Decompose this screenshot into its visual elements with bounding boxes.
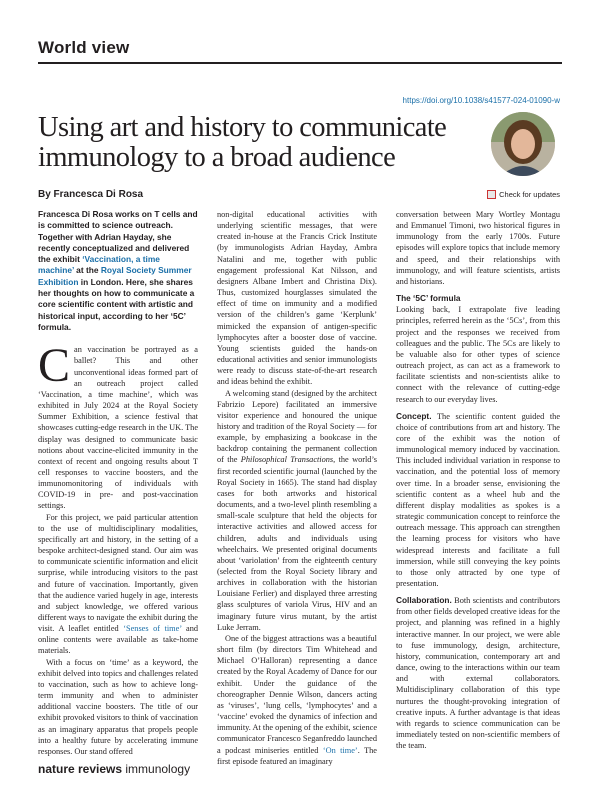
column-1 [38, 209, 198, 757]
paragraph: One of the biggest attractions was a beautiful short film (by directors Tim Whitehead and Michael O’Halloran) representing a dance created by the Royal Academy of Dance for our exhibit. Under the guidance of the choreographer Dennie Wilson, dancers acting as ‘viruses’, ‘lung cells, ‘lymphocytes’ and a ‘vaccine’ evoked the dynamics of infection and immunity. At the opening of the exhibit, science communicator Francesco Seganfreddo launched a podcast miniseries entitled ‘On time’. The first episode featured an imaginary [217, 633, 377, 766]
paragraph: Looking back, I extrapolate five leading principles, referred herein as the ‘5Cs’, from this project and the responses we received from colleagues and the public. The 5Cs are likely to be valuable also for other types of science outreach project, as can act as a framework to facilitate scientists and non-scientists alike to connect with the relevance of cutting-edge research to our everyday lives. [396, 305, 560, 404]
section-rule [38, 62, 562, 64]
drop-cap: C [38, 339, 71, 393]
paragraph: A welcoming stand (designed by the architect Fabrizio Lepore) facilitated an immersive visitor experience and honoured the unique history and tradition of the Royal Society — for example, by emphasizing a bookcase in the backdrop containing the permanent collection of the Philosophical Transactions, the world’s first recorded scientific journal (launched by the Royal Society in 1665). The stand had display cases for both artworks and historical documents, and a two-level plinth resembling a small-scale sculpture that held the objects for interactive activities and allowed access for children, adults and individuals using wheelchairs. We presented original documents about ‘variolation’ from the eighteenth century (selected from the Royal Society library and archives in collaboration with the historian Louisiane Ferlier) and displayed three arresting glass sculptures of variola Virus, HIV and an imaginary future virus mutant, by the artist Luke Jerram. [217, 388, 377, 632]
on-time-link[interactable]: ‘On time’ [322, 745, 358, 755]
doi-link[interactable]: https://doi.org/10.1038/s41577-024-01090-w [402, 96, 560, 105]
paragraph: Concept. The scientific content guided the choice of contributions from art and history. The core of the exhibit was the notion of immunological memory induced by vaccination. This included individual variation in response to vaccination, and the potential loss of memory over time. In a broader sense, envisioning the scientific content as a wheel hub and the different display modalities as spokes is a strategic communication concept to reinforce the outreach message. This approach can strengthen the learning process for visitors who have widespread interests and facilitate a full immersion, while still conveying the key points to those only attracted by one type of presentation. [396, 410, 560, 588]
paragraph: Can vaccination be portrayed as a ballet? This and other unconventional ideas formed part of an outreach project called ‘Vaccination, a time machine’, which was exhibited in July 2024 at the Royal Society Summer Exhibition, a science festival that showcases cutting-edge research in the UK. The display was designed to communicate basic notions about vaccine-elicited immunity in the context of recent and ongoing results about T cell responses to vaccine boosters, and the immunomonitoring of individuals with COVID-19 in pre- and post-vaccination settings. [38, 339, 198, 511]
standfirst: Francesca Di Rosa works on T cells and is committed to science outreach. Together with Adrian Hayday, she recently conceptualized and delivered the exhibit ‘Vaccination, a time machine’ at the Royal Society Summer Exhibition in London. Here, she shares her thoughts on how to communicate a core scientific content with artistic and historical input, according to her ‘5C’ formula. [38, 209, 198, 332]
section-label: World view [38, 38, 130, 57]
column-3 [396, 209, 560, 751]
paragraph: For this project, we paid particular attention to the use of multidisciplinary modalities, specifically art and history, in the setting of a bespoke architect-designed stand. Our aim was to communicate scientific information and elicit surprise, while introducing visitors to the past and future of vaccination. Importantly, given that the audience varied hugely in age, interests and subject knowledge, we offered various different ways to navigate the exhibit during the visit. A leaflet entitled ‘Senses of time’ and online contents were available as take-home materials. [38, 512, 199, 656]
check-updates-button[interactable] [487, 190, 560, 199]
journal-footer: nature reviews immunology [38, 762, 191, 776]
paragraph: Collaboration. Both scientists and contributors from other fields developed creative ideas for the project, and planning was refined in a highly interactive manner. In our project, we were able to fuse immunology, design, architecture, history, communication, contemporary art and dance, owing to the interactions within our team and with external collaborators. Multidisciplinary collaboration of this type nurtures the thought-provoking integration of creative inputs. A further advantage is that ideas with regards to science communication can be immediately tested on non-scientific members of the team. [396, 595, 560, 751]
summer-exhibition-link[interactable]: Royal Society Summer Exhibition [38, 265, 192, 287]
subheading: The ‘5C’ formula [396, 293, 461, 304]
paragraph: non-digital educational activities with underlying scientific messages, that were created in-house at the Francis Crick Institute (by immunologists Adrian Hayday, Ambra Natalini and me, together with public engagement professional Kat Nilsson, and designers Albane Imbert and Christina Dix). Thus, customized hourglasses simulated the effect of time on immunity and a modified version of the children’s game ‘Kerplunk’ mimicked the expansion of antigen-specific lymphocytes after a booster dose of vaccine. Young scientists guided the hands-on educational activities and senior immunologists were ready to discuss state-of-the-art research and ideas behind the exhibit. [217, 210, 377, 387]
column-2 [217, 209, 377, 767]
senses-of-time-link[interactable]: ‘Senses of time’ [123, 624, 182, 634]
check-updates-icon [487, 190, 496, 199]
check-updates-label: Check for updates [499, 190, 560, 199]
paragraph: With a focus on ‘time’ as a keyword, the exhibit delved into topics and challenges related to vaccination, such as how to achieve long-term immunity and when to administer additional vaccine boosters. The title of our exhibit provoked visitors to think of vaccination as an imaginary apparatus that propels people into a healthy future by accelerating immune responses. Our stand offered [38, 657, 198, 756]
byline: By Francesca Di Rosa [38, 189, 144, 200]
paragraph: conversation between Mary Wortley Montagu and Emmanuel Timoni, two historical figures in immunology from the early 1700s. Future episodes will explore topics that include memory and speed, and their relationships with immunology, and will feature scientists, artists and historians. [396, 210, 560, 286]
exhibit-link[interactable]: ‘Vaccination, a time machine’ [38, 254, 160, 276]
article-title: Using art and history to communicate immunology to a broad audience [38, 112, 447, 173]
author-portrait [491, 112, 555, 176]
